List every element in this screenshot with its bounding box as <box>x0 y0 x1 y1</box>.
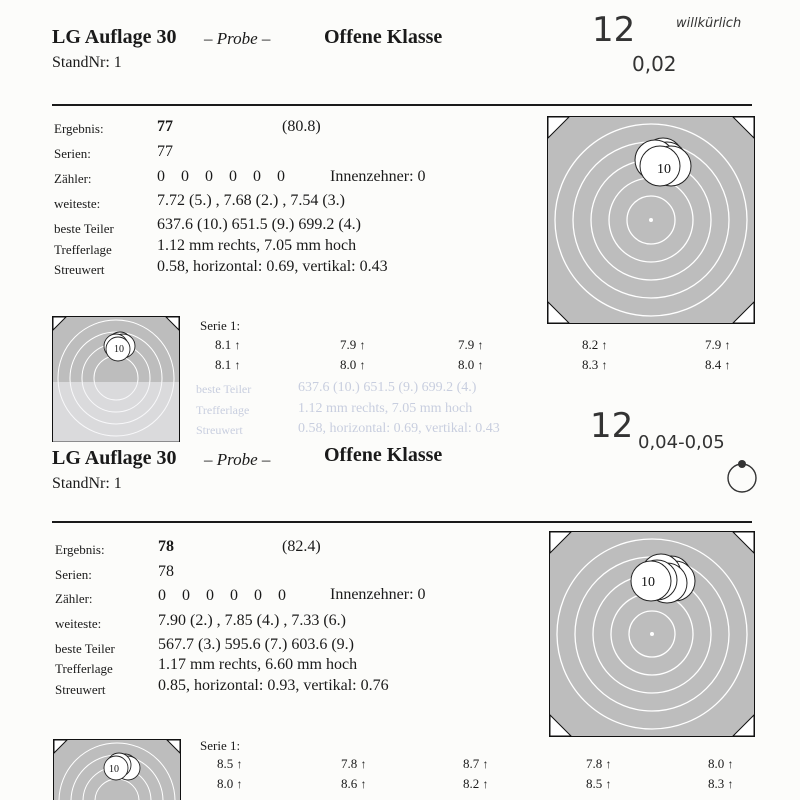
arrow-up-icon: ↑ <box>482 757 489 771</box>
handwritten-value: 0,02 <box>632 52 677 76</box>
probe-label: – Probe – <box>204 29 271 48</box>
handwritten-value: 0,04-0,05 <box>638 432 725 453</box>
ghost-label-trefferlage: Trefferlage <box>196 403 250 417</box>
best-divider-values: 567.7 (3.) 595.6 (7.) 603.6 (9.) <box>158 636 354 653</box>
match-title: LG Auflage 30 <box>52 447 177 469</box>
result-value: 78 <box>158 538 174 555</box>
arrow-up-icon: ↑ <box>234 338 241 352</box>
farthest-values: 7.72 (5.) , 7.68 (2.) , 7.54 (3.) <box>157 192 345 209</box>
probe-label: – Probe – <box>204 450 271 469</box>
label-weiteste: weiteste: <box>54 196 101 211</box>
large-target-label: 10 <box>657 162 671 177</box>
arrow-up-icon: ↑ <box>605 777 612 791</box>
hit-position-value: 1.12 mm rechts, 7.05 mm hoch <box>157 237 357 254</box>
shot-value: 8.5 ↑ <box>217 756 243 771</box>
match-title: LG Auflage 30 <box>52 26 177 48</box>
shot-value: 7.8 ↑ <box>586 756 612 771</box>
arrow-up-icon: ↑ <box>236 757 243 771</box>
small-target-label: 10 <box>114 344 124 355</box>
label-serien: Serien: <box>54 146 91 161</box>
small-target <box>53 739 181 800</box>
ghost-beste-teiler: 637.6 (10.) 651.5 (9.) 699.2 (4.) <box>298 380 477 395</box>
shot-value: 8.3 ↑ <box>582 357 608 372</box>
shot-value: 8.1 ↑ <box>215 337 241 352</box>
shot-value: 8.7 ↑ <box>463 756 489 771</box>
header-rule <box>52 521 752 523</box>
stand-number: StandNr: 1 <box>52 475 122 492</box>
shot-value: 7.8 ↑ <box>341 756 367 771</box>
arrow-up-icon: ↑ <box>359 358 366 372</box>
label-beste-teiler: beste Teiler <box>54 221 114 236</box>
shot-value: 8.4 ↑ <box>705 357 731 372</box>
handwritten-target-icon <box>724 452 760 494</box>
arrow-up-icon: ↑ <box>360 757 367 771</box>
arrow-up-icon: ↑ <box>234 358 241 372</box>
arrow-up-icon: ↑ <box>601 338 608 352</box>
shot-value: 8.2 ↑ <box>463 776 489 791</box>
handwritten-note: willkürlich <box>676 16 742 31</box>
label-zaehler: Zähler: <box>54 171 92 186</box>
spread-value: 0.85, horizontal: 0.93, vertikal: 0.76 <box>158 677 389 694</box>
label-trefferlage: Trefferlage <box>55 661 113 676</box>
ghost-label-beste-teiler: beste Teiler <box>196 382 252 396</box>
stand-number: StandNr: 1 <box>52 54 122 71</box>
shot-value: 8.1 ↑ <box>215 357 241 372</box>
arrow-up-icon: ↑ <box>477 338 484 352</box>
shot-value: 8.0 ↑ <box>458 357 484 372</box>
farthest-values: 7.90 (2.) , 7.85 (4.) , 7.33 (6.) <box>158 612 346 629</box>
arrow-up-icon: ↑ <box>360 777 367 791</box>
shot-value: 8.3 ↑ <box>708 776 734 791</box>
arrow-up-icon: ↑ <box>482 777 489 791</box>
class-label: Offene Klasse <box>324 26 443 48</box>
series-value: 78 <box>158 563 174 580</box>
small-target <box>52 316 180 442</box>
class-label: Offene Klasse <box>324 444 443 466</box>
arrow-up-icon: ↑ <box>359 338 366 352</box>
arrow-up-icon: ↑ <box>236 777 243 791</box>
ghost-trefferlage: 1.12 mm rechts, 7.05 mm hoch <box>298 401 473 416</box>
label-ergebnis: Ergebnis: <box>55 542 105 557</box>
label-serien: Serien: <box>55 567 92 582</box>
shot-value: 7.9 ↑ <box>705 337 731 352</box>
ghost-label-streuwert: Streuwert <box>196 423 243 437</box>
series-title: Serie 1: <box>200 738 241 753</box>
label-weiteste: weiteste: <box>55 616 102 631</box>
shot-value: 8.0 ↑ <box>708 756 734 771</box>
arrow-up-icon: ↑ <box>477 358 484 372</box>
arrow-up-icon: ↑ <box>605 757 612 771</box>
counter-values: 0 0 0 0 0 0 <box>157 168 285 185</box>
counter-values: 0 0 0 0 0 0 <box>158 587 286 604</box>
shot-value: 8.0 ↑ <box>340 357 366 372</box>
shot-value: 7.9 ↑ <box>340 337 366 352</box>
shot-value: 8.0 ↑ <box>217 776 243 791</box>
label-streuwert: Streuwert <box>55 682 106 697</box>
shot-value: 8.2 ↑ <box>582 337 608 352</box>
shot-value: 8.6 ↑ <box>341 776 367 791</box>
series-value: 77 <box>157 143 173 160</box>
result-value: 77 <box>157 118 173 135</box>
handwritten-score: 12 <box>590 406 634 446</box>
result-decimal: (80.8) <box>282 118 321 135</box>
label-trefferlage: Trefferlage <box>54 242 112 257</box>
best-divider-values: 637.6 (10.) 651.5 (9.) 699.2 (4.) <box>157 216 361 233</box>
large-target <box>547 116 755 324</box>
result-decimal: (82.4) <box>282 538 321 555</box>
hit-position-value: 1.17 mm rechts, 6.60 mm hoch <box>158 656 358 673</box>
large-target <box>549 531 755 737</box>
label-ergebnis: Ergebnis: <box>54 121 104 136</box>
label-streuwert: Streuwert <box>54 262 105 277</box>
shot-value: 8.5 ↑ <box>586 776 612 791</box>
label-zaehler: Zähler: <box>55 591 93 606</box>
label-beste-teiler: beste Teiler <box>55 641 115 656</box>
arrow-up-icon: ↑ <box>601 358 608 372</box>
inner-tens: Innenzehner: 0 <box>330 586 426 603</box>
large-target-label: 10 <box>641 575 655 590</box>
shot-value: 7.9 ↑ <box>458 337 484 352</box>
spread-value: 0.58, horizontal: 0.69, vertikal: 0.43 <box>157 258 388 275</box>
arrow-up-icon: ↑ <box>724 338 731 352</box>
inner-tens: Innenzehner: 0 <box>330 168 426 185</box>
handwritten-score: 12 <box>592 10 636 50</box>
arrow-up-icon: ↑ <box>724 358 731 372</box>
small-target-label: 10 <box>109 764 119 775</box>
series-title: Serie 1: <box>200 318 241 333</box>
ghost-streuwert: 0.58, horizontal: 0.69, vertikal: 0.43 <box>298 421 500 436</box>
arrow-up-icon: ↑ <box>727 777 734 791</box>
header-rule <box>52 104 752 106</box>
arrow-up-icon: ↑ <box>727 757 734 771</box>
